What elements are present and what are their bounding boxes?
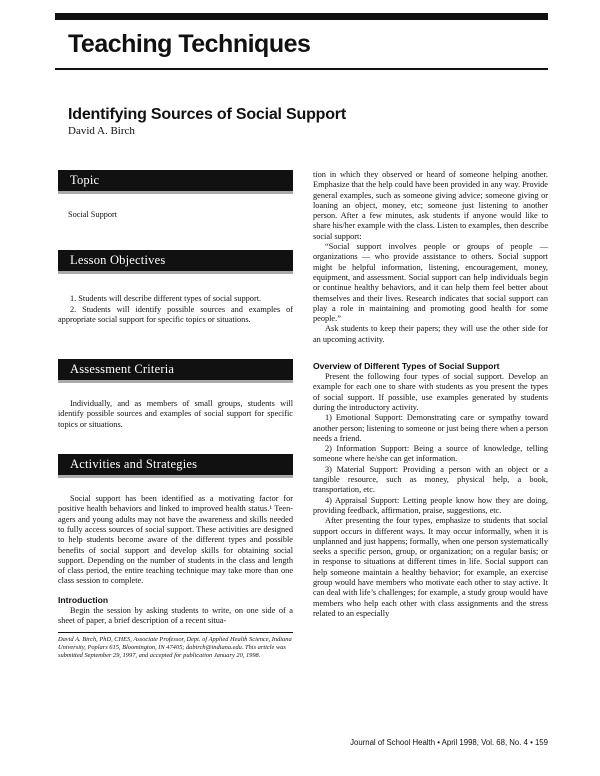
header-underline <box>55 68 548 70</box>
activities-text: Social support has been identified as a motivating factor for positive health behaviors and linked to improved health status.¹ Teen-agers and young adults may not have the awareness and skills needed to fully access sources of social support. These activities are designed to help students become aware of the different types and possible benefits of social support and develop skills for obtaining social support. Depending on the number of students in the class and length of class period, the entire teaching technique may take more than one class session to complete. <box>58 494 293 586</box>
section-title: Teaching Techniques <box>68 30 311 58</box>
article-title: Identifying Sources of Social Support <box>68 106 346 123</box>
objectives-heading: Lesson Objectives <box>70 253 166 268</box>
topic-text: Social Support <box>68 210 118 219</box>
social-support-quote: “Social support involves people or groups of people — organizations — who provide assistance to others. Social support might be helpful information, listening, encouragement, money, equipment, and assessment. Social support can help individuals begin or continue healthy behaviors, and it can help them feel better about themselves and their lives. Research indicates that social support can play a role in maintaining and promoting good health for some people.” <box>313 242 548 324</box>
overview-heading: Overview of Different Types of Social Support <box>313 361 500 372</box>
introduction-heading: Introduction <box>58 594 109 605</box>
introduction-text: Begin the session by asking students to write, on one side of a sheet of paper, a brief description of a recent situa- <box>58 605 293 626</box>
assessment-heading-bar <box>58 359 293 383</box>
objective-2: 2. Students will identify possible sources and examples of appropriate social support for specific topics or situations. <box>58 304 293 324</box>
header-rule <box>55 13 548 20</box>
paragraph-after-presenting: After presenting the four types, emphasize to students that social support occurs in different ways. It may occur informally, when it is unplanned and just happens; formally, when one person systematically seeks a specific person, group, or organization; on a regular basis; or in response to situations at different times in life. Social support can help someone maintain a healthy behavior; for example, an exercise group would have members who motivate each other to stay active. It can deal with life’s challenges; for example, a study group would have members who help each other with class assignments and the stress related to an especially <box>313 516 548 618</box>
objectives-heading-bar <box>58 250 293 274</box>
paragraph-present-types: Present the following four types of social support. Develop an example for each one to share with students as you present the types of social support. If possible, use examples generated by students during the introductory activity. <box>313 372 548 412</box>
assessment-text: Individually, and as members of small groups, students will identify possible sources and examples of social support for specific topics or situations. <box>58 399 293 429</box>
activities-heading: Activities and Strategies <box>70 457 198 472</box>
type-information-support: 2) Information Support: Being a source of knowledge, telling someone where he/she can get information. <box>313 444 548 464</box>
author-footnote: David A. Birch, PhD, CHES, Associate Professor, Dept. of Applied Health Science, Indiana University, Poplars 615, Bloomington, IN 47405; dabirch@indiana.edu. This article was submitted September 29, 1997, and accepted for publication January 20, 1998. <box>58 632 293 660</box>
type-material-support: 3) Material Support: Providing a person with an object or a tangible resource, such as money, physical help, a book, transportation, etc. <box>313 464 548 495</box>
journal-citation-footer: Journal of School Health • April 1998, Vol. 68, No. 4 • 159 <box>350 738 548 747</box>
assessment-heading: Assessment Criteria <box>70 362 175 377</box>
paragraph-keep-papers: Ask students to keep their papers; they will use the other side for an upcoming activity. <box>313 324 548 344</box>
type-appraisal-support: 4) Appraisal Support: Letting people know how they are doing, providing feedback, affirmation, praise, suggestions, etc. <box>313 495 548 515</box>
objective-1: 1. Students will describe different types of social support. <box>70 294 262 304</box>
article-author: David A. Birch <box>68 125 135 137</box>
right-column <box>313 170 548 619</box>
paragraph-situation: tion in which they observed or heard of someone helping another. Emphasize that the help could have been provided in any way. Provide general examples, such as someone giving advice; someone giving or loaning an object, money, etc; someone just listening to another person. After a few minutes, ask students if anyone would like to share his/her example with the class. Listen to examples, then describe social support: <box>313 170 548 241</box>
left-column <box>58 170 293 660</box>
type-emotional-support: 1) Emotional Support: Demonstrating care or sympathy toward another person; listening to someone or just being there when a person needs a friend. <box>313 413 548 443</box>
topic-heading: Topic <box>70 173 100 187</box>
activities-heading-bar <box>58 454 293 478</box>
topic-heading-bar <box>58 170 293 194</box>
